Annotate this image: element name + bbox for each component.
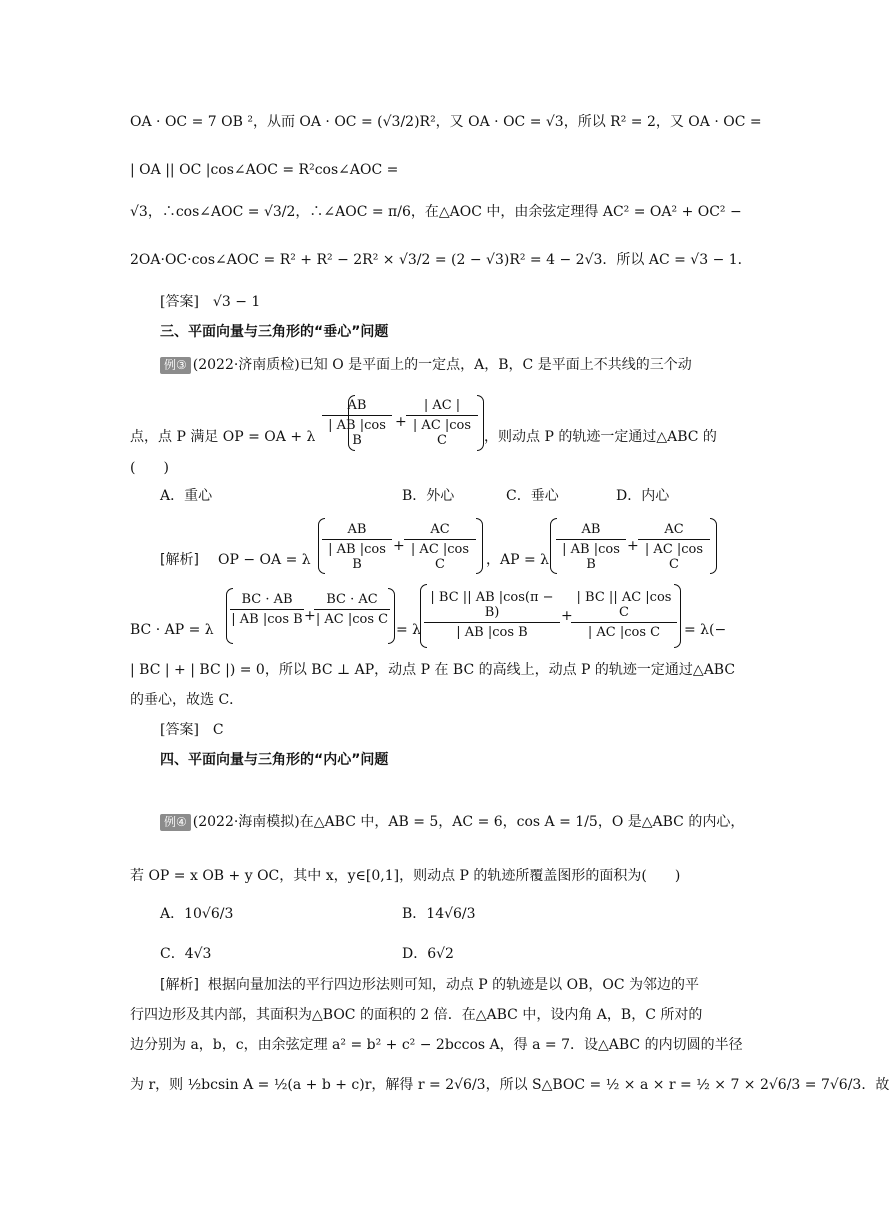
- option-c: C．4√3: [160, 946, 212, 962]
- fraction-numerator: AC: [664, 522, 684, 537]
- text-line: | OA || OC |cos∠AOC = R²cos∠AOC =: [130, 162, 399, 178]
- fraction-denominator: | AC |cos C: [644, 542, 704, 572]
- fraction-denominator: | AB |cos B: [328, 542, 386, 572]
- text-line: OA · OC = 7 OB ²，从而 OA · OC = (√3/2)R²，又 OA · OC = √3，所以 R² = 2，又 OA · OC =: [130, 114, 762, 130]
- fraction: [571, 590, 677, 640]
- answer: [答案] √3 − 1: [160, 294, 261, 310]
- option-a: A．10√6/3: [160, 906, 234, 922]
- example-badge: 例④: [160, 814, 191, 831]
- fraction: [638, 522, 710, 572]
- fraction-denominator: | AB |cos B: [328, 418, 386, 448]
- fraction-denominator: | AB |cos B: [231, 612, 303, 627]
- example-4-line: 若 OP = x OB + y OC，其中 x，y∈[0,1]，则动点 P 的轨迹所覆盖图形的面积为( ): [130, 868, 681, 884]
- solution-text: 根据向量加法的平行四边形法则可知，动点 P 的轨迹是以 OB，OC 为邻边的平: [207, 977, 700, 993]
- fraction-numerator: BC · AC: [326, 592, 378, 607]
- example-3-line: ，则动点 P 的轨迹一定通过△ABC 的: [484, 429, 717, 445]
- solution-tag: [解析]: [160, 552, 199, 568]
- option-d: D．6√2: [402, 946, 454, 962]
- fraction-denominator: | AC |cos C: [412, 418, 472, 448]
- fraction-denominator: | AB |cos B: [562, 542, 620, 572]
- fraction-numerator: | AC |: [423, 398, 461, 413]
- text-line: 2OA·OC·cos∠AOC = R² + R² − 2R² × √3/2 = (2 − √3)R² = 4 − 2√3．所以 AC = √3 − 1．: [130, 252, 752, 268]
- plus-sign: +: [304, 608, 316, 624]
- right-paren: [674, 584, 681, 648]
- solution-text: | BC | + | BC |) = 0，所以 BC ⊥ AP，动点 P 在 BC 的高线上，动点 P 的轨迹一定通过△ABC: [130, 662, 736, 678]
- right-paren: [476, 518, 483, 574]
- text-line: √3，∴cos∠AOC = √3/2，∴∠AOC = π/6，在△AOC 中，由余弦定理得 AC² = OA² + OC² −: [130, 204, 742, 220]
- fraction-numerator: | BC || AB |cos(π − B): [430, 590, 554, 620]
- fraction: [404, 522, 476, 572]
- solution-text: BC · AP = λ: [130, 622, 214, 638]
- fraction-denominator: | AC |cos C: [410, 542, 470, 572]
- solution-text: 为 r，则 ½bcsin A = ½(a + b + c)r，解得 r = 2√6/3，所以 S△BOC = ½ × a × r = ½ × 7 × 2√6/3 = 7√6/3．故: [130, 1077, 889, 1093]
- fraction: [322, 522, 392, 572]
- fraction-numerator: AB: [347, 522, 367, 537]
- fraction-denominator: | AC |cos C: [587, 625, 661, 640]
- fraction-numerator: | BC || AC |cos C: [576, 590, 672, 620]
- solution-text: 的垂心，故选 C．: [130, 692, 244, 708]
- section-heading: 四、平面向量与三角形的“内心”问题: [160, 752, 389, 768]
- fraction-numerator: AB: [581, 522, 601, 537]
- answer: [答案] C: [160, 722, 224, 738]
- right-paren: [710, 518, 717, 574]
- fraction-numerator: BC · AB: [241, 592, 293, 607]
- fraction-denominator: | AB |cos B: [456, 625, 528, 640]
- solution-text: = λ: [396, 622, 422, 638]
- example-3-line: ( ): [130, 460, 169, 476]
- plus-sign: +: [395, 414, 407, 430]
- example-4-line: [160, 812, 745, 832]
- solution-line: [160, 975, 730, 995]
- fraction: [314, 592, 390, 627]
- right-paren: [388, 588, 395, 644]
- fraction: [424, 590, 560, 640]
- fraction-numerator: AB: [347, 398, 367, 413]
- example-3-line: 点，点 P 满足 OP = OA + λ: [130, 429, 316, 445]
- fraction: [230, 592, 304, 627]
- solution-text: = λ(−: [684, 622, 727, 638]
- plus-sign: +: [393, 538, 405, 554]
- example-3-line: [160, 355, 730, 375]
- right-paren: [477, 395, 484, 451]
- solution-tag: [解析]: [160, 977, 199, 993]
- example-badge: 例③: [160, 357, 191, 374]
- example-text: (2022·海南模拟)在△ABC 中，AB = 5，AC = 6，cos A = 1/5，O 是△ABC 的内心，: [192, 814, 745, 830]
- fraction: [406, 398, 478, 448]
- option-b: B．外心: [402, 488, 455, 504]
- fraction-denominator: | AC |cos C: [315, 612, 389, 627]
- solution-text: 边分别为 a，b，c，由余弦定理 a² = b² + c² − 2bccos A，得 a = 7．设△ABC 的内切圆的半径: [130, 1037, 743, 1053]
- fraction: [322, 398, 392, 448]
- option-a: A．重心: [160, 488, 213, 504]
- solution-text: OP − OA = λ: [218, 552, 311, 568]
- fraction-numerator: AC: [430, 522, 450, 537]
- plus-sign: +: [627, 538, 639, 554]
- option-b: B．14√6/3: [402, 906, 476, 922]
- fraction: [556, 522, 626, 572]
- example-text: (2022·济南质检)已知 O 是平面上的一定点，A，B，C 是平面上不共线的三个动: [192, 357, 692, 373]
- option-c: C．垂心: [506, 488, 559, 504]
- solution-text: 行四边形及其内部，其面积为△BOC 的面积的 2 倍．在△ABC 中，设内角 A，B，C 所对的: [130, 1007, 703, 1023]
- section-heading: 三、平面向量与三角形的“垂心”问题: [160, 324, 389, 340]
- plus-sign: +: [561, 608, 573, 624]
- option-d: D．内心: [616, 488, 670, 504]
- solution-text: ，AP = λ: [486, 552, 550, 568]
